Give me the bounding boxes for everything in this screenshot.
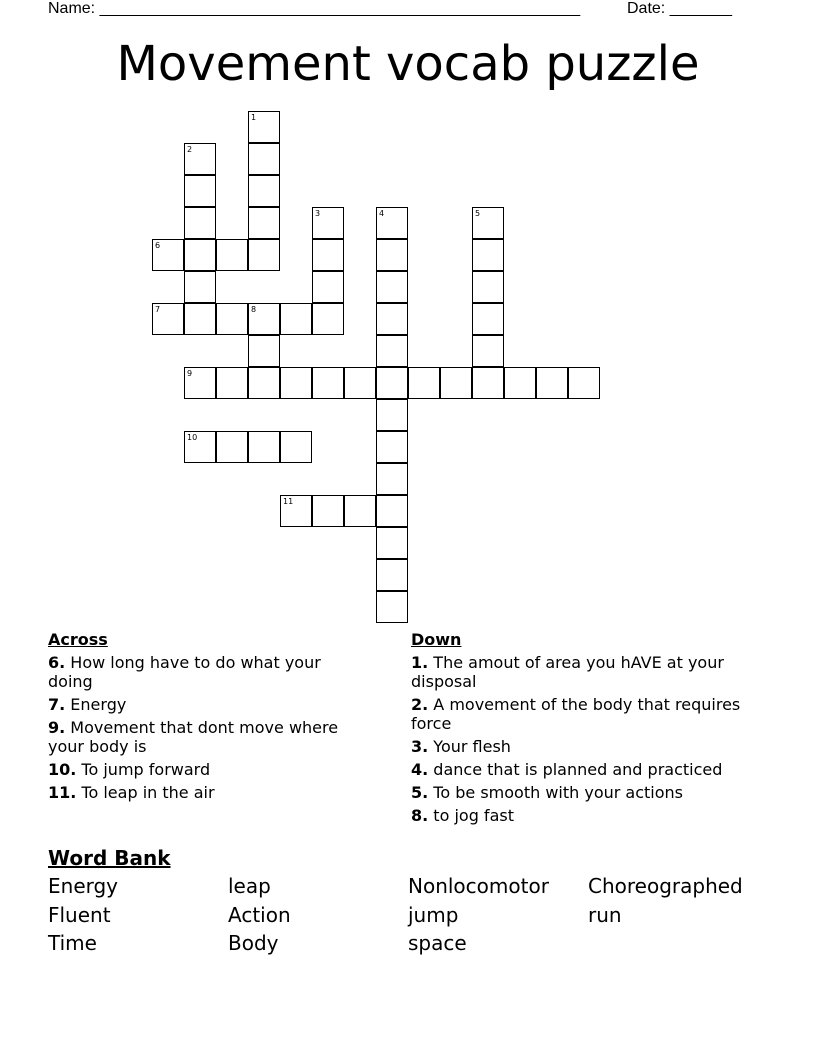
clue-text: To be smooth with your actions bbox=[428, 783, 683, 802]
crossword-cell[interactable] bbox=[216, 367, 248, 399]
across-clue bbox=[48, 760, 368, 779]
word-bank-word: run bbox=[588, 902, 622, 927]
clue-number: 2. bbox=[411, 695, 429, 714]
crossword-cell[interactable] bbox=[184, 271, 216, 303]
crossword-cell[interactable] bbox=[312, 207, 344, 239]
clue-text: Energy bbox=[65, 695, 127, 714]
crossword-cell[interactable] bbox=[248, 367, 280, 399]
crossword-cell[interactable] bbox=[184, 143, 216, 175]
crossword-cell[interactable] bbox=[312, 239, 344, 271]
crossword-cell[interactable] bbox=[216, 303, 248, 335]
word-bank-word: Time bbox=[48, 931, 97, 955]
across-clue bbox=[48, 718, 368, 756]
crossword-cell[interactable] bbox=[312, 367, 344, 399]
across-clue bbox=[48, 653, 368, 691]
across-clues bbox=[48, 630, 368, 806]
crossword-cell[interactable] bbox=[248, 143, 280, 175]
clue-number-label: 5 bbox=[475, 209, 481, 218]
clue-number: 11. bbox=[48, 783, 77, 802]
word-bank-word: Action bbox=[228, 902, 291, 927]
clue-number: 3. bbox=[411, 737, 429, 756]
clue-text: to jog fast bbox=[428, 806, 514, 825]
clue-number-label: 1 bbox=[251, 113, 257, 122]
clue-number-label: 8 bbox=[251, 305, 257, 314]
across-clue bbox=[48, 695, 368, 714]
crossword-cell[interactable] bbox=[216, 239, 248, 271]
clue-number-label: 10 bbox=[187, 433, 198, 442]
crossword-cell[interactable] bbox=[312, 495, 344, 527]
clue-number-label: 4 bbox=[379, 209, 385, 218]
across-heading: Across bbox=[48, 630, 108, 649]
word-bank-word: Body bbox=[228, 931, 279, 955]
word-bank-word: space bbox=[408, 931, 467, 955]
clue-number-label: 9 bbox=[187, 369, 193, 378]
crossword-cell[interactable] bbox=[376, 527, 408, 559]
clue-number-label: 2 bbox=[187, 145, 193, 154]
crossword-cell[interactable] bbox=[504, 367, 536, 399]
crossword-cell[interactable] bbox=[184, 367, 216, 399]
word-bank-word: Fluent bbox=[48, 902, 111, 927]
down-clue bbox=[411, 737, 761, 756]
crossword-cell[interactable] bbox=[248, 335, 280, 367]
crossword-cell[interactable] bbox=[280, 303, 312, 335]
crossword-cell[interactable] bbox=[248, 303, 280, 335]
crossword-cell[interactable] bbox=[152, 303, 184, 335]
clue-number: 1. bbox=[411, 653, 429, 672]
word-bank-word: Choreographed bbox=[588, 874, 743, 898]
down-clue bbox=[411, 760, 761, 779]
crossword-cell[interactable] bbox=[248, 207, 280, 239]
crossword-cell[interactable] bbox=[184, 303, 216, 335]
clue-number: 9. bbox=[48, 718, 66, 737]
word-bank-word: Nonlocomotor bbox=[408, 874, 549, 898]
down-heading: Down bbox=[411, 630, 462, 649]
crossword-cell[interactable] bbox=[344, 367, 376, 399]
crossword-cell[interactable] bbox=[536, 367, 568, 399]
clue-number: 6. bbox=[48, 653, 66, 672]
crossword-cell[interactable] bbox=[376, 591, 408, 623]
clue-text: Movement that dont move where your body is bbox=[48, 718, 339, 756]
word-bank bbox=[48, 872, 768, 958]
down-clues bbox=[411, 630, 761, 829]
clue-number: 8. bbox=[411, 806, 429, 825]
crossword-cell[interactable] bbox=[248, 431, 280, 463]
clue-text: The amout of area you hAVE at your disposal bbox=[411, 653, 724, 691]
crossword-cell[interactable] bbox=[376, 271, 408, 303]
clue-number: 10. bbox=[48, 760, 77, 779]
crossword-cell[interactable] bbox=[376, 239, 408, 271]
crossword-cell[interactable] bbox=[472, 367, 504, 399]
page-title: Movement vocab puzzle bbox=[116, 36, 700, 92]
crossword-cell[interactable] bbox=[184, 175, 216, 207]
clue-text: To leap in the air bbox=[76, 783, 215, 802]
clue-text: dance that is planned and practiced bbox=[428, 760, 723, 779]
name-field-label: Name: ______________________________________________________ bbox=[48, 0, 581, 17]
crossword-cell[interactable] bbox=[472, 303, 504, 335]
crossword-cell[interactable] bbox=[248, 111, 280, 143]
crossword-cell[interactable] bbox=[376, 463, 408, 495]
clue-number-label: 11 bbox=[283, 497, 294, 506]
word-bank-heading: Word Bank bbox=[48, 846, 171, 870]
crossword-cell[interactable] bbox=[376, 335, 408, 367]
header-line bbox=[48, 0, 768, 18]
clue-text: To jump forward bbox=[76, 760, 211, 779]
clue-text: How long have to do what your doing bbox=[48, 653, 321, 691]
clue-number: 5. bbox=[411, 783, 429, 802]
down-clue bbox=[411, 783, 761, 802]
crossword-cell[interactable] bbox=[248, 239, 280, 271]
clue-number-label: 6 bbox=[155, 241, 161, 250]
crossword-cell[interactable] bbox=[280, 367, 312, 399]
crossword-cell[interactable] bbox=[152, 239, 184, 271]
crossword-cell[interactable] bbox=[408, 367, 440, 399]
crossword-cell[interactable] bbox=[376, 559, 408, 591]
word-bank-word: Energy bbox=[48, 874, 119, 898]
crossword-cell[interactable] bbox=[376, 399, 408, 431]
date-field-label: Date: _______ bbox=[627, 0, 732, 17]
crossword-cell[interactable] bbox=[248, 175, 280, 207]
crossword-cell[interactable] bbox=[216, 431, 248, 463]
crossword-cell[interactable] bbox=[472, 239, 504, 271]
clue-number: 7. bbox=[48, 695, 66, 714]
crossword-cell[interactable] bbox=[344, 495, 376, 527]
down-clue bbox=[411, 695, 761, 733]
crossword-cell[interactable] bbox=[312, 271, 344, 303]
crossword-cell[interactable] bbox=[312, 303, 344, 335]
crossword-cell[interactable] bbox=[472, 207, 504, 239]
crossword-cell[interactable] bbox=[568, 367, 600, 399]
down-clue bbox=[411, 806, 761, 825]
crossword-cell[interactable] bbox=[376, 367, 408, 399]
crossword-cell[interactable] bbox=[472, 271, 504, 303]
crossword-cell[interactable] bbox=[376, 495, 408, 527]
clue-text: A movement of the body that requires force bbox=[411, 695, 741, 733]
crossword-cell[interactable] bbox=[184, 207, 216, 239]
clue-text: Your flesh bbox=[428, 737, 511, 756]
crossword-cell[interactable] bbox=[376, 431, 408, 463]
clue-number-label: 3 bbox=[315, 209, 321, 218]
crossword-cell[interactable] bbox=[280, 495, 312, 527]
crossword-cell[interactable] bbox=[376, 303, 408, 335]
word-bank-word: leap bbox=[228, 874, 271, 898]
clue-number: 4. bbox=[411, 760, 429, 779]
crossword-cell[interactable] bbox=[184, 431, 216, 463]
crossword-cell[interactable] bbox=[280, 431, 312, 463]
crossword-cell[interactable] bbox=[184, 239, 216, 271]
crossword-cell[interactable] bbox=[440, 367, 472, 399]
down-clue bbox=[411, 653, 761, 691]
crossword-cell[interactable] bbox=[376, 207, 408, 239]
across-clue bbox=[48, 783, 368, 802]
word-bank-word: jump bbox=[408, 902, 459, 927]
crossword-cell[interactable] bbox=[472, 335, 504, 367]
clue-number-label: 7 bbox=[155, 305, 161, 314]
